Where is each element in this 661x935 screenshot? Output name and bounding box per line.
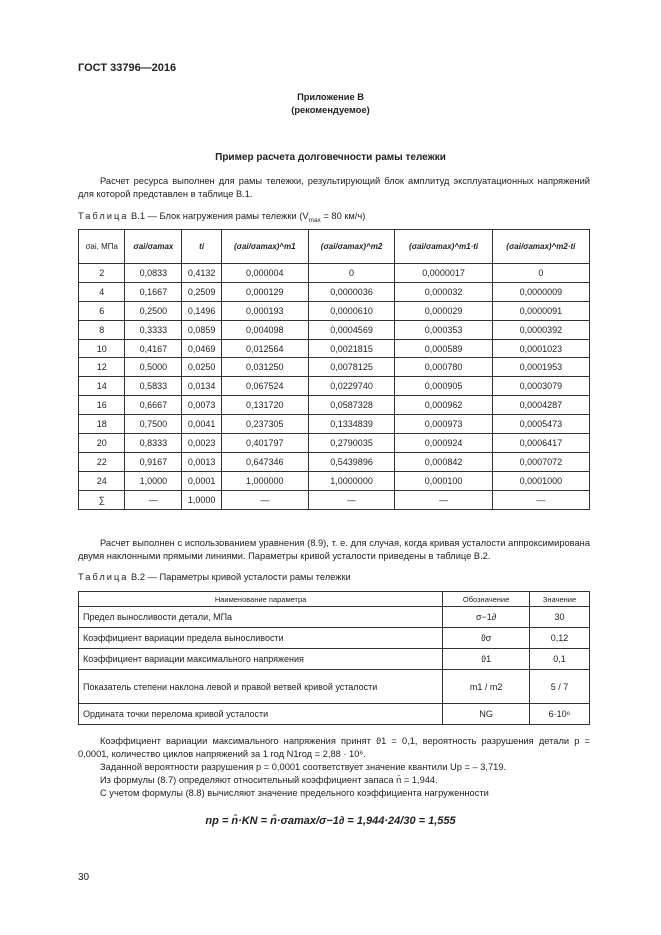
table-cell: 10	[79, 339, 125, 358]
table-cell: 18	[79, 415, 125, 434]
table-cell: 0,0134	[182, 377, 222, 396]
caption-end: = 80 км/ч)	[320, 211, 366, 221]
table-cell: 0,067524	[221, 377, 308, 396]
table-cell: 0	[492, 264, 589, 283]
paragraph-6: С учетом формулы (8.8) вычисляют значение предельного коэффициента нагруженности	[100, 788, 489, 798]
table2-caption	[78, 572, 351, 582]
table-cell: 0,0078125	[308, 358, 395, 377]
table-row	[79, 320, 590, 339]
appendix-title: Приложение В	[297, 92, 364, 102]
column-header: Наименование параметра	[79, 592, 443, 607]
table-row	[79, 264, 590, 283]
caption-prefix: Таблица	[78, 211, 129, 221]
table-b1	[78, 229, 590, 510]
table-cell: 0,6667	[125, 396, 182, 415]
table-cell: Показатель степени наклона левой и правой ветвей кривой усталости	[79, 670, 443, 704]
table-cell: 0,000905	[395, 377, 492, 396]
table-cell: 5 / 7	[530, 670, 590, 704]
table-cell: 0,2790035	[308, 434, 395, 453]
caption-text: В.2 — Параметры кривой усталости рамы тележки	[131, 572, 351, 582]
table-row	[79, 358, 590, 377]
table-cell: 0,012564	[221, 339, 308, 358]
table-cell: 0,031250	[221, 358, 308, 377]
table-cell: 0,0000017	[395, 264, 492, 283]
section-title: Пример расчета долговечности рамы тележки	[215, 152, 446, 163]
table-row	[79, 670, 590, 704]
paragraph-2: Расчет выполнен с использованием уравнения (8.9), т. е. для случая, когда кривая усталости аппроксимирована двумя наклонными прямыми линиями. Параметры кривой усталости приведены в таблице В.2.	[78, 538, 590, 561]
table-cell: —	[492, 490, 589, 509]
table-cell: 1,000000	[221, 471, 308, 490]
table-cell: 0,0000392	[492, 320, 589, 339]
table-b2	[78, 591, 590, 725]
table-row	[79, 607, 590, 628]
table-cell: 1,0000	[182, 490, 222, 509]
table-cell: 0,0000009	[492, 282, 589, 301]
table-row	[79, 282, 590, 301]
table-cell: 0,2509	[182, 282, 222, 301]
table-cell: Коэффициент вариации предела выносливости	[79, 628, 443, 649]
table-cell: 0,0001000	[492, 471, 589, 490]
table-cell: 0,0005473	[492, 415, 589, 434]
table-cell: 0,0833	[125, 264, 182, 283]
table-cell: 0,0013	[182, 452, 222, 471]
column-header: Значение	[530, 592, 590, 607]
table-cell: Ордината точки перелома кривой усталости	[79, 704, 443, 725]
table-cell: 0,0000091	[492, 301, 589, 320]
table-cell: 0,000129	[221, 282, 308, 301]
table-cell: 0,0001023	[492, 339, 589, 358]
table-cell: 1,0000	[125, 471, 182, 490]
table-row	[79, 452, 590, 471]
appendix-note: (рекомендуемое)	[291, 105, 370, 115]
table-cell: 0,0004569	[308, 320, 395, 339]
table-cell: 0,4167	[125, 339, 182, 358]
document-header: ГОСТ 33796—2016	[78, 62, 177, 74]
table-cell: 0,0000036	[308, 282, 395, 301]
table-cell: 0,000100	[395, 471, 492, 490]
table-cell: 0,0006417	[492, 434, 589, 453]
table-cell: 0	[308, 264, 395, 283]
table-cell: 0,5439896	[308, 452, 395, 471]
table-row	[79, 704, 590, 725]
table-cell: —	[395, 490, 492, 509]
table-cell: 0,8333	[125, 434, 182, 453]
table-row	[79, 301, 590, 320]
table-cell: m1 / m2	[443, 670, 530, 704]
table-cell: 0,0587328	[308, 396, 395, 415]
table-cell: 0,0003079	[492, 377, 589, 396]
column-header: (σai/σamax)^m1	[221, 230, 308, 264]
table-cell: 0,000842	[395, 452, 492, 471]
table-cell: 0,1496	[182, 301, 222, 320]
table-cell: 0,000193	[221, 301, 308, 320]
table-cell: 0,0004287	[492, 396, 589, 415]
table-cell: 0,1	[530, 649, 590, 670]
column-header: (σai/σamax)^m1·ti	[395, 230, 492, 264]
table-cell: 0,000029	[395, 301, 492, 320]
table-cell: —	[308, 490, 395, 509]
table-cell: 0,647346	[221, 452, 308, 471]
table-cell: 0,0229740	[308, 377, 395, 396]
page-number: 30	[78, 872, 90, 883]
column-header: Обозначение	[443, 592, 530, 607]
table-cell: 0,0001	[182, 471, 222, 490]
table-cell: 0,5000	[125, 358, 182, 377]
column-header: σai/σamax	[125, 230, 182, 264]
table-cell: 0,0073	[182, 396, 222, 415]
table-cell: 0,3333	[125, 320, 182, 339]
table-row	[79, 339, 590, 358]
table-cell: 24	[79, 471, 125, 490]
table-row	[79, 415, 590, 434]
table-cell: 0,1667	[125, 282, 182, 301]
table-cell: 0,0000610	[308, 301, 395, 320]
table-cell: 0,000004	[221, 264, 308, 283]
table-cell: 0,237305	[221, 415, 308, 434]
table-cell: 0,5833	[125, 377, 182, 396]
intro-paragraph: Расчет ресурса выполнен для рамы тележки, результирующий блок амплитуд эксплуатационных напряжений для которой представлен в таблице В.1.	[78, 176, 590, 199]
column-header: (σai/σamax)^m2·ti	[492, 230, 589, 264]
table-cell: 1,0000000	[308, 471, 395, 490]
table-row	[79, 434, 590, 453]
table-cell: 0,4132	[182, 264, 222, 283]
table-cell: 0,000973	[395, 415, 492, 434]
caption-sub: max	[308, 216, 321, 224]
table-cell: 0,131720	[221, 396, 308, 415]
table-cell: 0,401797	[221, 434, 308, 453]
table-cell: ∑	[79, 490, 125, 509]
table-cell: 0,0859	[182, 320, 222, 339]
table-cell: 0,000780	[395, 358, 492, 377]
table-row	[79, 471, 590, 490]
column-header: ti	[182, 230, 222, 264]
table-cell: 0,0023	[182, 434, 222, 453]
table-cell: Коэффициент вариации максимального напряжения	[79, 649, 443, 670]
table-cell: 0,000924	[395, 434, 492, 453]
table-cell: 6	[79, 301, 125, 320]
paragraph-5: Из формулы (8.7) определяют относительный коэффициент запаса n̄ = 1,944.	[100, 775, 438, 785]
table-cell: 0,7500	[125, 415, 182, 434]
table-cell: σ−1∂	[443, 607, 530, 628]
table-cell: —	[221, 490, 308, 509]
table-row	[79, 396, 590, 415]
table-cell: 0,0001953	[492, 358, 589, 377]
table1-caption	[78, 211, 365, 224]
table-row	[79, 628, 590, 649]
table-cell: ϑ1	[443, 649, 530, 670]
table-row	[79, 490, 590, 509]
table-cell: ϑσ	[443, 628, 530, 649]
table-cell: Предел выносливости детали, МПа	[79, 607, 443, 628]
table-cell: NG	[443, 704, 530, 725]
table-cell: 0,1334839	[308, 415, 395, 434]
table-row	[79, 377, 590, 396]
table-cell: 0,0469	[182, 339, 222, 358]
table-cell: 0,000353	[395, 320, 492, 339]
caption-prefix: Таблица	[78, 572, 129, 582]
table-cell: 20	[79, 434, 125, 453]
table-cell: 0,000589	[395, 339, 492, 358]
table-cell: 0,000032	[395, 282, 492, 301]
table-cell: 0,0250	[182, 358, 222, 377]
caption-text: В.1 — Блок нагружения рамы тележки (V	[131, 211, 309, 221]
paragraph-4: Заданной вероятности разрушения p = 0,0001 соответствует значение квантили Up = – 3,719.	[100, 762, 507, 772]
table-cell: 22	[79, 452, 125, 471]
table-cell: 0,000962	[395, 396, 492, 415]
table-cell: 6·10⁶	[530, 704, 590, 725]
table-cell: 0,0021815	[308, 339, 395, 358]
formula: np = n̄·KN = n̄·σamax/σ−1∂ = 1,944·24/30 = 1,555	[205, 815, 456, 827]
table-cell: 0,0007072	[492, 452, 589, 471]
table-cell: 8	[79, 320, 125, 339]
table-cell: 16	[79, 396, 125, 415]
paragraph-3: Коэффициент вариации максимального напряжения принят ϑ1 = 0,1, вероятность разрушения детали p = 0,0001, количество циклов напряжений за 1 год N1год = 2,88 · 10⁶.	[78, 736, 590, 759]
table-cell: 0,0041	[182, 415, 222, 434]
table-cell: 0,004098	[221, 320, 308, 339]
table-row	[79, 649, 590, 670]
table-cell: —	[125, 490, 182, 509]
table-cell: 0,9167	[125, 452, 182, 471]
column-header: σai, МПа	[79, 230, 125, 264]
table-cell: 30	[530, 607, 590, 628]
table-cell: 4	[79, 282, 125, 301]
table-cell: 0,12	[530, 628, 590, 649]
table-cell: 14	[79, 377, 125, 396]
column-header: (σai/σamax)^m2	[308, 230, 395, 264]
table-cell: 2	[79, 264, 125, 283]
table-cell: 12	[79, 358, 125, 377]
table-cell: 0,2500	[125, 301, 182, 320]
